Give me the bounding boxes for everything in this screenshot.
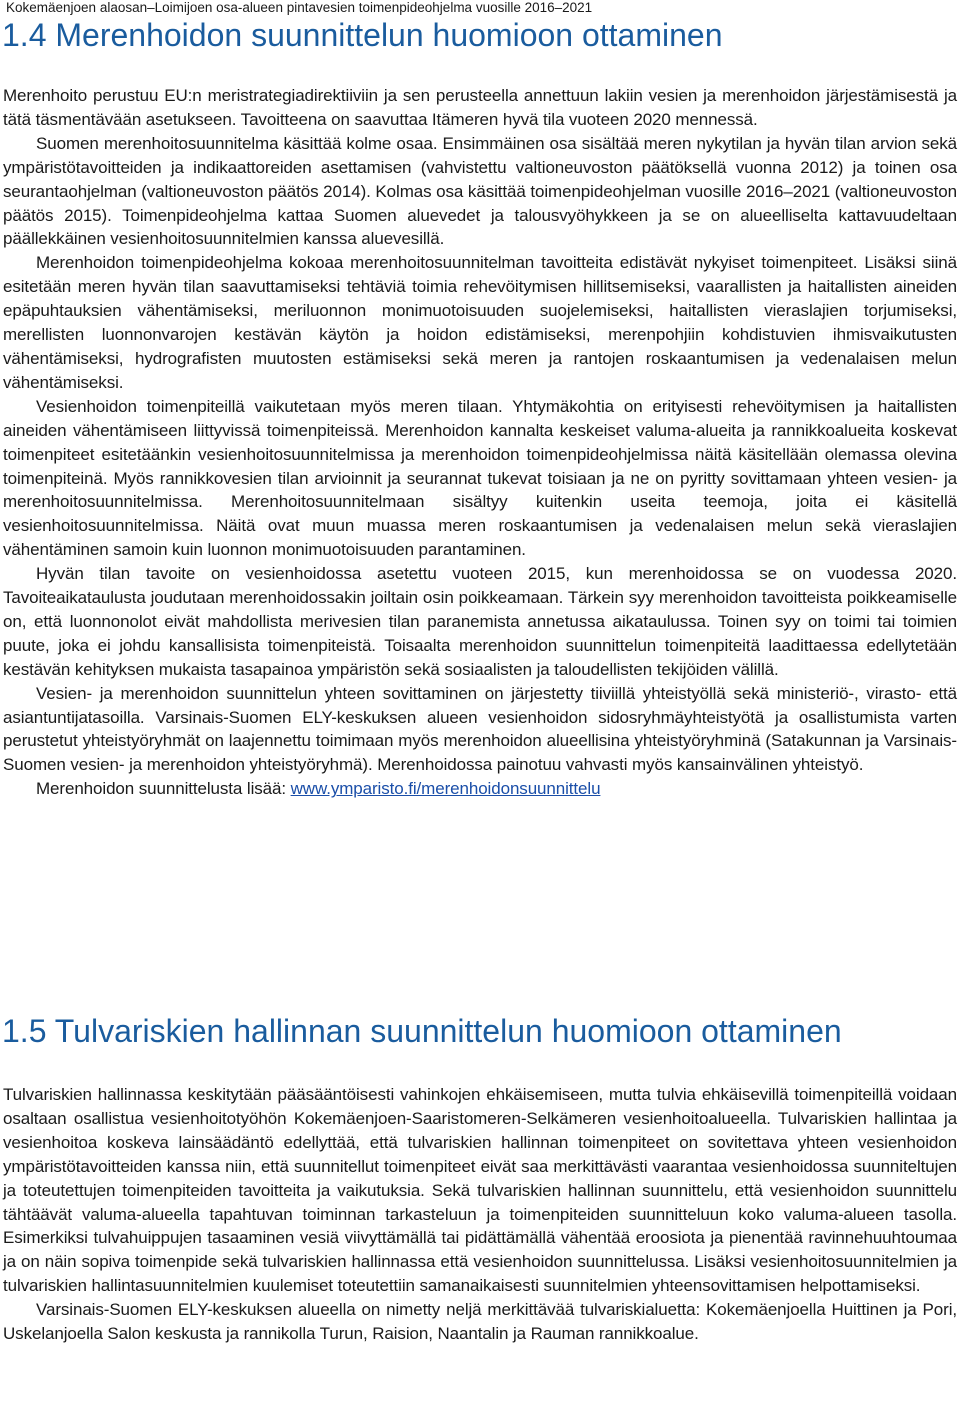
paragraph: Vesienhoidon toimenpiteillä vaikutetaan myös meren tilaan. Yhtymäkohtia on erityisesti rehevöitymisen ja haitallisten aineiden vähentämiseen liittyvissä toimenpiteissä. Merenhoidon kannalta keskeiset valuma-alueita ja rannikkoalueita koskevat toimenpiteet esitetäänkin vesienhoitosuunnitelmissa ja merenhoidon toimenpideohjelmissa näitä käsitellään olemassa olevina toimenpiteinä. Myös rannikkovesien tilan arvioinnit ja seurannat tukevat toisiaan ja ne on pyritty sovittamaan yhteen vesien- ja merenhoitosuunnitelmissa. Merenhoitosuunnitelmaan sisältyy kuitenkin useita teemoja, joita ei käsitellä vesienhoitosuunnitelmissa. Näitä ovat muun muassa meren roskaantumisen ja vedenalaisen melun sekä vieraslajien vähentäminen samoin kuin luonnon monimuotoisuuden parantaminen. <box>3 396 957 560</box>
section-body-1-4 <box>3 84 957 801</box>
paragraph: Tulvariskien hallinnassa keskitytään pääsääntöisesti vahinkojen ehkäisemiseen, mutta tulvia ehkäisevillä toimenpiteillä voidaan osaltaan osallistua vesienhoitotyöhön Kokemäenjoen-Saaristomeren-Selkämeren vesienhoitoalueella. Tulvariskien hallintaa ja vesienhoitoa koskeva lainsäädäntö edellyttää, että tulvariskien hallinnan toimenpiteet on sovitettava yhteen vesienhoidon ympäristötavoitteiden kanssa niin, että suunnitellut toimenpiteet eivät saa merkittävästi vaarantaa vesienhoidossa suunniteltujen ja toteutettujen toimenpiteiden tavoitteita ja vaikutuksia. Sekä tulvariskien hallinnan suunnittelu, että vesienhoidon suunnittelu tähtäävät valuma-alueella tapahtuvan toiminnan tarkasteluun ja toimenpiteiden suunnitteluun koko valuma-alueen tasolla. Esimerkiksi tulvahuippujen tasaaminen vesiä viivyttämällä tai pidättämällä vähentää eroosiota ja pienentää ravinnehuuhtoumaa ja on näin sopiva toimenpide sekä tulvariskien hallinnassa että vesienhoidon suunnittelussa. Lisäksi vesienhoitosuunnitelmien ja tulvariskien hallintasuunnitelmien kuulemiset toteutettiin samanaikaisesti suunnitelmien yhteensovittamisen helpottamiseksi. <box>3 1085 957 1296</box>
paragraph: Suomen merenhoitosuunnitelma käsittää kolme osaa. Ensimmäinen osa sisältää meren nykytilan ja hyvän tilan arvion sekä ympäristötavoitteiden ja indikaattoreiden asettamisen (vahvistettu valtioneuvoston päätöksellä vuonna 2012) ja toinen osa seurantaohjelman (valtioneuvoston päätös 2014). Kolmas osa käsittää toimenpideohjelman vuosille 2016–2021 (valtioneuvoston päätös 2015). Toimenpideohjelma kattaa Suomen aluevedet ja talousvyöhykkeen ja se on alueelliselta kattavuudeltaan päällekkäinen vesienhoitosuunnitelmien kanssa aluevesillä. <box>3 133 957 249</box>
section-body-1-5 <box>3 1083 957 1346</box>
section-heading-1-5: 1.5 Tulvariskien hallinnan suunnittelun huomioon ottaminen <box>2 1013 842 1049</box>
more-info-line <box>3 777 957 801</box>
paragraph: Hyvän tilan tavoite on vesienhoidossa asetettu vuoteen 2015, kun merenhoidossa se on vuodessa 2020. Tavoiteaikataulusta joudutaan merenhoidossakin joiltain osin poikkeamaan. Tärkein syy merenhoidon tavoitteista poikkeamiselle on, että luonnonolot eivät mahdollista merivesien tilan paranemista annetussa aikataulussa. Toinen syy on toimi tai toimien puute, joka ei johdu kansallisista toimenpiteistä. Toisaalta merenhoidon suunnittelun toimenpiteitä laadittaessa edellytetään kestävän kehityksen mukaista tasapainoa ympäristön sekä sosiaalisten ja taloudellisten tekijöiden välillä. <box>3 564 957 679</box>
section-heading-1-4: 1.4 Merenhoidon suunnittelun huomioon ottaminen <box>2 17 723 53</box>
merenhoito-link[interactable]: www.ymparisto.fi/merenhoidonsuunnittelu <box>290 779 601 799</box>
running-header: Kokemäenjoen alaosan–Loimijoen osa-alueen pintavesien toimenpideohjelma vuosille 2016–2021 <box>6 0 593 15</box>
paragraph: Varsinais-Suomen ELY-keskuksen alueella on nimetty neljä merkittävää tulvariskialuetta: Kokemäenjoella Huittinen ja Pori, Uskelanjoella Salon keskusta ja rannikolla Turun, Raision, Naantalin ja Rauman rannikkoalue. <box>3 1300 957 1344</box>
paragraph: Merenhoito perustuu EU:n meristrategiadirektiiviin ja sen perusteella annettuun lakiin vesien ja merenhoidon järjestämisestä ja tätä täsmentävään asetukseen. Tavoitteena on saavuttaa Itämeren hyvä tila vuoteen 2020 mennessä. <box>3 86 957 129</box>
paragraph: Vesien- ja merenhoidon suunnittelun yhteen sovittaminen on järjestetty tiiviillä yhteistyöllä sekä ministeriö-, virasto- että asiantuntijatasoilla. Varsinais-Suomen ELY-keskuksen alueen vesienhoidon sidosryhmäyhteistyötä ja osallistumista varten perustetut yhteistyöryhmät on laajennettu toimimaan myös merenhoidon alueellisina yhteistyöryhminä (Satakunnan ja Varsinais-Suomen vesien- ja merenhoidon yhteistyöryhmä). Merenhoidossa painotuu vahvasti myös kansainvälinen yhteistyö. <box>3 683 957 775</box>
paragraph: Merenhoidon toimenpideohjelma kokoaa merenhoitosuunnitelman tavoitteita edistävät nykyiset toimenpiteet. Lisäksi siinä esitetään meren hyvän tilan saavuttamiseksi tehtäviä toimia rehevöitymisen hillitsemiseksi, vaarallisten ja haitallisten aineiden epäpuhtauksien vähentämiseksi, meriluonnon monimuotoisuuden suojelemiseksi, haitallisten vieraslajien torjumiseksi, merellisten luonnonvarojen kestävän käytön ja hoidon edistämiseksi, merenpohjiin kohdistuvien ihmisvaikutusten vähentämiseksi, hydrografisten muutosten estämiseksi sekä meren ja rantojen roskaantumisen ja vedenalaisen melun vähentämiseksi. <box>3 253 957 392</box>
more-info-label: Merenhoidon suunnittelusta lisää: <box>36 779 291 799</box>
